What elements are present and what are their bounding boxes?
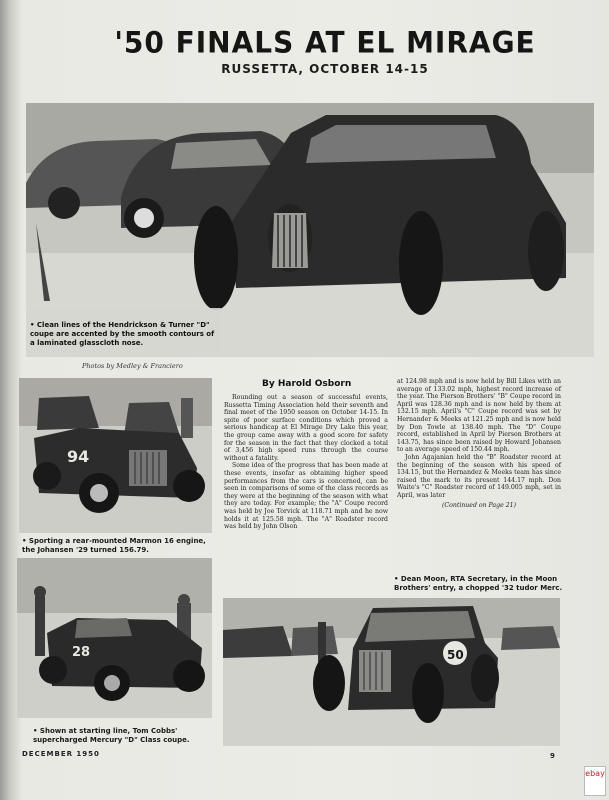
cobbs-caption: • Shown at starting line, Tom Cobbs' supercharged Mercury "D" Class coupe. [33, 727, 190, 744]
byline: By Harold Osborn [262, 379, 352, 389]
article-paragraph: at 124.98 mph and is now held by Bill Likes with an average of 133.02 mph, highest record increase of the year. The Pierson Brothers' "B" Coupe record in April was 128.36 mph and is now held by them at 132.15 mph. April's "C" Coupe record was set by Hernander & Meeks at 121.25 mph and is now held by Don Towle at 138.40 mph. The "D" Coupe record, established in April by Pierson Brothers at 143.75, has since been raised by Howard Johansen to an average speed of 150.44 mph. [397, 378, 561, 454]
footer-date: DECEMBER 1950 [22, 750, 100, 758]
page-number: 9 [550, 752, 555, 760]
hero-photo [26, 103, 594, 357]
moon-car-number: 50 [447, 648, 464, 662]
article-paragraph: Rounding out a season of successful events, Russetta Timing Association held their seventh and final meet of the 1950 season on October 14-15. In spite of poor surface conditions which proved a serious handicap at El Mirage Dry Lake this year, the group came away with a good score for safety for the season in the fact that they clocked a total of 3,456 high speed runs through the course without a fatality. [224, 394, 388, 462]
article-paragraph: John Agajanian held the "B" Roadster record at the beginning of the season with his speed of 134.15, but the Hernandez & Meeks team has since raised the mark to its present 144.17 mph. Don Waite's "C" Roadster record of 149.005 mph, set in April, was later [397, 453, 561, 499]
article-column-1 [224, 394, 388, 531]
subhead: RUSSETTA, OCTOBER 14-15 [221, 62, 429, 76]
cobbs-caption-text: Shown at starting line, Tom Cobbs' supercharged Mercury "D" Class coupe. [33, 727, 190, 744]
moon-caption: • Dean Moon, RTA Secretary, in the Moon Brothers' entry, a chopped '32 tudor Merc. [394, 575, 563, 592]
moon-caption-text: Dean Moon, RTA Secretary, in the Moon Brothers' entry, a chopped '32 tudor Merc. [394, 575, 563, 592]
article-column-2 [397, 378, 561, 509]
marmon-caption: • Sporting a rear-mounted Marmon 16 engine, the Johansen '29 turned 156.79. [22, 537, 206, 554]
marmon-caption-text: Sporting a rear-mounted Marmon 16 engine, the Johansen '29 turned 156.79. [22, 537, 206, 554]
article-paragraph: Some idea of the progress that has been made at these events, insofar as obtaining higher speed performances from the cars is concerned, can be seen in comparisons of some of the class records as they were at the beginning of the season with what they are today. For example; the "A" Coupe record was held by Joe Torvick at 118.71 mph and he now holds it at 125.58 mph. The "A" Roadster record was held by John Olson [224, 462, 388, 531]
hero-caption: • Clean lines of the Hendrickson & Turner "D" coupe are accented by the smooth contours of a laminated glasscloth nose. [30, 321, 215, 347]
continued-note: (Continued on Page 21) [441, 501, 516, 509]
cobbs-car-number: 28 [72, 645, 91, 660]
hero-caption-text: Clean lines of the Hendrickson & Turner "D" coupe are accented by the smooth contours of a laminated glasscloth nose. [30, 321, 215, 347]
ebay-watermark: ebay [584, 766, 606, 796]
cobbs-photo [17, 558, 212, 718]
photo-credit: Photos by Medley & Franciero [82, 362, 183, 370]
headline: '50 FINALS AT EL MIRAGE [114, 25, 536, 60]
moon-photo [223, 598, 560, 746]
marmon-car-number: 94 [67, 447, 90, 466]
marmon-photo [19, 378, 212, 533]
